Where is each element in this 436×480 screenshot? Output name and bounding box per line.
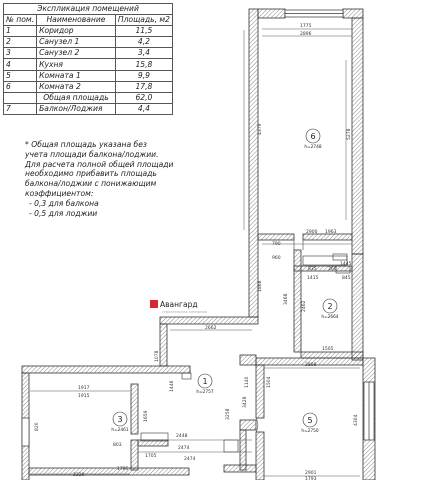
dimension-label: 1505: [322, 347, 334, 352]
room-number: 2: [327, 302, 333, 311]
dimension-label: 2898: [305, 363, 317, 368]
wall: [352, 18, 363, 254]
note-line: необходимо прибавить площадь: [25, 169, 157, 179]
dimension-label: 1140: [245, 376, 250, 388]
shaft: [224, 440, 238, 452]
dimension-label: 5278: [347, 128, 352, 140]
dimension-label: 3468: [284, 293, 289, 305]
dimension-label: 835: [308, 267, 317, 272]
room-height: h=2461: [111, 428, 129, 433]
dimension-label: 1915: [78, 394, 90, 399]
row-num: 1: [4, 26, 37, 37]
room-number: 3: [117, 415, 123, 424]
row-num: 2: [4, 37, 37, 48]
header-name: Наименование: [37, 15, 116, 26]
dimension-label: 3258: [226, 408, 231, 420]
dimension-lines: [30, 29, 360, 476]
note-line: - 0,3 для балкона: [29, 198, 99, 208]
legend-caption: Экспликация помещений: [4, 4, 173, 15]
dimension-label: 1963: [325, 230, 337, 235]
dimension-label: 2901: [305, 471, 317, 476]
row-area: 9,9: [115, 70, 172, 81]
dimension-labels: [34, 23, 359, 480]
row-area: 4,2: [115, 37, 172, 48]
dimension-label: 4379: [258, 123, 263, 135]
dimension-label: 2896: [300, 32, 312, 37]
row-name: Санузел 1: [37, 37, 116, 48]
row-area: 3,4: [115, 48, 172, 59]
company-logo: [150, 300, 207, 314]
row-name: Санузел 2: [37, 48, 116, 59]
note-line: Для расчета полной общей площади: [25, 159, 174, 169]
room-height: h=2757: [196, 390, 214, 395]
dimension-label: 1504: [267, 376, 272, 388]
wall: [256, 432, 264, 480]
wall: [224, 465, 256, 472]
dimension-label: 1785: [117, 467, 129, 472]
room-marker: [111, 412, 129, 433]
room-number: 6: [310, 132, 316, 141]
wall: [258, 9, 285, 18]
wall: [160, 324, 167, 366]
wall: [258, 234, 294, 240]
dimension-label: 803: [113, 443, 122, 448]
note-line: учета площади балкона/лоджии.: [25, 149, 159, 159]
room-height: h=2750: [301, 429, 319, 434]
dimension-label: 1917: [78, 386, 90, 391]
dimension-label: 1078: [155, 350, 160, 362]
room-number: 1: [202, 377, 208, 386]
dimension-label: 1793: [305, 477, 317, 480]
wall: [240, 355, 256, 365]
wall: [240, 420, 256, 430]
dimension-label: 1446: [170, 380, 175, 392]
row-num: 5: [4, 70, 37, 81]
row-num: 3: [4, 48, 37, 59]
walls: [22, 9, 375, 480]
row-area: 17,8: [115, 81, 172, 92]
wall: [240, 430, 246, 470]
row-name: Коридор: [37, 26, 116, 37]
room-number: 5: [307, 416, 313, 425]
dimension-label: 960: [272, 256, 281, 261]
dimension-label: 2900: [306, 230, 318, 235]
wall: [131, 440, 138, 470]
dimension-label: 845: [342, 276, 351, 281]
row-name: Балкон/Лоджия: [37, 103, 116, 114]
wall: [131, 384, 138, 434]
note-line: - 0,5 для лоджии: [29, 208, 98, 218]
room-marker: [301, 413, 319, 434]
dimension-label: 2662: [205, 326, 217, 331]
row-num: 6: [4, 81, 37, 92]
room-markers: [111, 129, 339, 434]
dimension-label: 1445: [340, 262, 352, 267]
row-num: 7: [4, 103, 37, 114]
wall: [256, 365, 264, 418]
row-name: Кухня: [37, 59, 116, 70]
dimension-label: 2474: [184, 457, 196, 462]
brand-name: Авангард: [160, 300, 198, 309]
note-line: коэффициентом:: [25, 188, 94, 198]
dimension-label: 2462: [302, 300, 307, 312]
shaft: [333, 254, 347, 260]
dimension-label: 1775: [300, 24, 312, 29]
dimension-label: 820: [35, 422, 40, 431]
window: [22, 418, 29, 446]
wall: [22, 366, 190, 373]
room-height: h=2748: [304, 145, 322, 150]
room-marker: [321, 299, 339, 320]
note-line: * Общая площадь указана без: [25, 140, 147, 149]
wall: [352, 254, 363, 360]
dimension-label: 1705: [145, 454, 157, 459]
door: [294, 240, 303, 250]
dimension-label: 4304: [354, 414, 359, 426]
dimension-label: 2474: [178, 446, 190, 451]
header-area: Площадь, м2: [115, 15, 172, 26]
shaft: [182, 373, 191, 379]
brand-tagline: строительная компания: [162, 310, 207, 314]
row-area: 15,8: [115, 59, 172, 70]
wall: [301, 352, 363, 358]
dimension-label: 2448: [176, 434, 188, 439]
dimension-label: 3428: [243, 396, 248, 408]
dimension-label: 2329: [73, 473, 85, 478]
dimension-label: 1659: [144, 410, 149, 422]
note-line: балкона/лоджии с понижающим: [25, 179, 157, 189]
room-marker: [304, 129, 322, 150]
row-name: Комната 1: [37, 70, 116, 81]
header-num: № пом.: [4, 15, 37, 26]
dimension-label: 1415: [307, 276, 319, 281]
dimension-label: 790: [272, 242, 281, 247]
brand-mark-icon: [150, 300, 158, 308]
row-num: 4: [4, 59, 37, 70]
wall: [294, 250, 301, 352]
dimension-label: 360: [328, 267, 337, 272]
row-name: Общая площадь: [37, 92, 116, 103]
row-area: 4,4: [115, 103, 172, 114]
row-area: 11,5: [115, 26, 172, 37]
dimension-label: 1868: [258, 280, 263, 292]
row-area: 62,0: [115, 92, 172, 103]
wall: [343, 9, 363, 18]
row-name: Комната 2: [37, 81, 116, 92]
wall: [249, 9, 258, 317]
room-marker: [196, 374, 214, 395]
wall: [160, 317, 258, 324]
room-height: h=2664: [321, 315, 339, 320]
